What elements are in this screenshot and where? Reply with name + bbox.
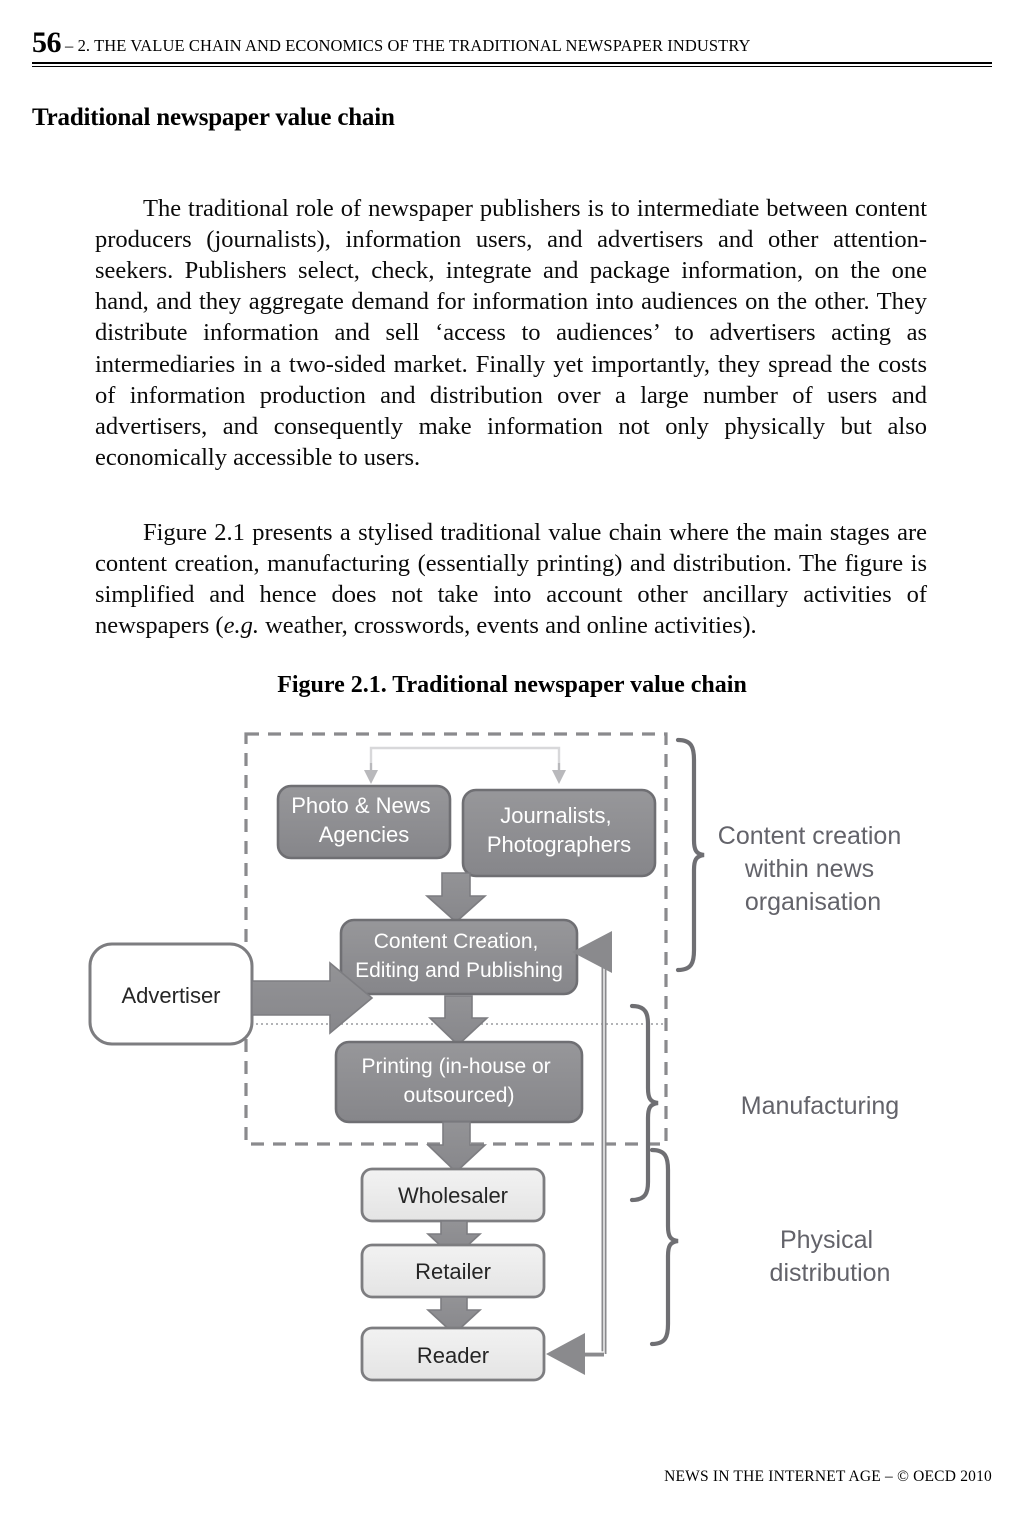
figure-traditional-newspaper-value-chain	[0, 718, 1024, 1398]
paragraph-2-emphasis: e.g.	[223, 612, 259, 640]
stage-label-content-creation-line-2: within news	[744, 855, 875, 883]
stage-label-content-creation-line-3: organisation	[744, 888, 882, 916]
feedback-arrowhead-into-reader	[546, 1333, 585, 1375]
node-printing-line-2: outsourced)	[403, 1084, 515, 1107]
stage-label-physical-distribution-line-1: Physical	[779, 1226, 874, 1254]
node-printing-line-1: Printing (in-house or	[361, 1055, 551, 1078]
body-paragraph-2	[95, 517, 927, 642]
arrow-sources-to-content-creation	[427, 873, 485, 922]
brace-physical-distribution	[652, 1150, 678, 1344]
stage-label-manufacturing	[741, 1092, 899, 1120]
paragraph-2-part-a: Figure 2.1 presents a stylised traditional value chain where the main stages are content creation, manufacturing (essentially printing) and distribution. The figure is simplified and hence does not take into account other ancillary activities of newspapers (	[95, 518, 927, 640]
node-journalists-photographers-line-1: Journalists,	[500, 803, 612, 828]
node-content-creation-line-1: Content Creation,	[373, 930, 539, 953]
paragraph-2-part-b: weather, crosswords, events and online activities).	[258, 612, 757, 640]
source-split-connector	[371, 748, 559, 763]
page-number: 56	[32, 26, 61, 59]
source-split-arrowhead-left	[364, 770, 378, 784]
arrow-content-creation-to-printing	[430, 996, 487, 1045]
node-photo-news-agencies-line-2: Agencies	[318, 822, 410, 847]
stage-label-content-creation	[718, 822, 908, 916]
section-heading: Traditional newspaper value chain	[32, 104, 395, 131]
stage-label-physical-distribution-line-2: distribution	[769, 1259, 891, 1287]
body-paragraph-1: The traditional role of newspaper publishers is to intermediate between content producers (journalists), information users, and advertisers and other attention-seekers. Publishers select, check, integrate and package information, on the one hand, and they aggregate demand for information into audiences on the other. They distribute information and sell ‘access to audiences’ to advertisers acting as intermediaries in a two-sided market. Finally yet importantly, they spread the costs of information production and distribution over a large number of users and advertisers, and consequently make information not only physically but also economically accessible to users.	[95, 194, 927, 472]
brace-manufacturing	[632, 1006, 658, 1200]
node-journalists-photographers-line-2: Photographers	[486, 832, 632, 857]
node-advertiser-label: Advertiser	[121, 983, 221, 1008]
running-head	[32, 26, 992, 60]
arrow-printing-to-wholesaler	[428, 1122, 485, 1172]
stage-label-manufacturing-line-1: Manufacturing	[740, 1092, 900, 1120]
figure-caption: Figure 2.1. Traditional newspaper value chain	[277, 672, 747, 698]
running-head-title: – 2. THE VALUE CHAIN AND ECONOMICS OF THE TRADITIONAL NEWSPAPER INDUSTRY	[65, 36, 751, 55]
page-footer: NEWS IN THE INTERNET AGE – © OECD 2010	[664, 1468, 992, 1485]
source-split-arrowhead-right	[552, 770, 566, 784]
stage-label-physical-distribution	[770, 1226, 891, 1287]
node-reader-label: Reader	[416, 1343, 490, 1368]
node-content-creation-line-2: Editing and Publishing	[355, 959, 563, 982]
node-photo-news-agencies-line-1: Photo & News	[291, 793, 431, 818]
brace-content-creation	[678, 740, 704, 970]
node-retailer-label: Retailer	[415, 1259, 491, 1284]
node-printing	[336, 1042, 582, 1122]
stage-label-content-creation-line-1: Content creation	[717, 822, 902, 850]
node-wholesaler-label: Wholesaler	[397, 1183, 509, 1208]
header-rule	[32, 62, 992, 64]
